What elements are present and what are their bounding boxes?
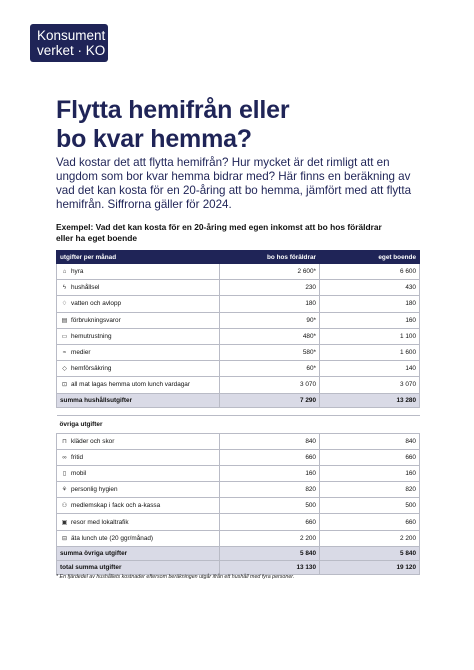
cart-icon: ⊡ — [61, 382, 68, 389]
live-with-parents-value: 2 200 — [220, 530, 320, 546]
row-label: fritid — [71, 453, 84, 461]
other-expenses-heading-row — [57, 415, 420, 433]
intro-paragraph: Vad kostar det att flytta hemifrån? Hur mycket är det rimligt att en ungdom som bor kvar hemma bidrar med? Här finns en beräkning av vad det kan kosta för en 20-åring att bo hemma, jämfört med att flytta hemifrån. Siffrorna gäller för 2024. — [56, 156, 412, 211]
household-sum-row-label: summa hushållsutgifter — [57, 393, 220, 407]
row-label-cell — [57, 498, 220, 514]
row-label-cell — [57, 361, 220, 377]
bus-icon: ▣ — [61, 519, 68, 526]
row-label-cell — [57, 449, 220, 465]
row-label: hemutrustning — [71, 332, 112, 340]
phone-icon: ▯ — [62, 470, 67, 477]
live-with-parents-value: 60* — [220, 361, 320, 377]
household-sum-row — [57, 393, 420, 407]
row-label: vatten och avlopp — [71, 300, 122, 308]
logo-line-1: Konsument — [37, 28, 106, 43]
live-with-parents-value: 2 600* — [220, 264, 320, 280]
live-with-parents-value: 840 — [220, 433, 320, 449]
row-label-cell — [57, 328, 220, 344]
live-with-parents-value: 660 — [220, 514, 320, 530]
row-label-cell — [57, 482, 220, 498]
table-row — [57, 296, 420, 312]
total-row-own-home: 19 120 — [320, 560, 420, 574]
row-label: förbrukningsvaror — [71, 316, 121, 324]
table-row — [57, 465, 420, 481]
own-home-value: 840 — [320, 433, 420, 449]
own-home-value: 660 — [320, 514, 420, 530]
table-row — [57, 264, 420, 280]
row-label-cell — [57, 280, 220, 296]
live-with-parents-value: 180 — [220, 296, 320, 312]
page-title — [56, 96, 289, 154]
table-row — [57, 530, 420, 546]
header-live-with-parents: bo hos föräldrar — [220, 251, 320, 264]
title-line-1: Flytta hemifrån eller — [56, 96, 290, 124]
total-row — [57, 560, 420, 574]
own-home-value: 500 — [320, 498, 420, 514]
own-home-value: 820 — [320, 482, 420, 498]
bike-icon: ∞ — [62, 454, 67, 461]
row-label-cell — [57, 264, 220, 280]
household-sum-row-own-home: 13 280 — [320, 393, 420, 407]
table-row — [57, 498, 420, 514]
total-row-label: total summa utgifter — [57, 560, 220, 574]
own-home-value: 2 200 — [320, 530, 420, 546]
row-label: hemförsäkring — [71, 365, 112, 373]
row-label-cell — [57, 433, 220, 449]
live-with-parents-value: 660 — [220, 449, 320, 465]
table-header-row — [57, 251, 420, 264]
live-with-parents-value: 160 — [220, 465, 320, 481]
row-label: personlig hygien — [71, 486, 118, 494]
row-label-cell — [57, 377, 220, 393]
title-line-2: bo kvar hemma? — [56, 125, 252, 153]
row-label: äta lunch ute (20 ggr/månad) — [71, 534, 154, 542]
logo-line-2: verket · KO — [37, 43, 106, 58]
konsumentverket-logo — [30, 24, 108, 62]
live-with-parents-value: 500 — [220, 498, 320, 514]
group-icon: ⚇ — [61, 503, 68, 510]
live-with-parents-value: 480* — [220, 328, 320, 344]
live-with-parents-value: 820 — [220, 482, 320, 498]
water-drop-icon: ♢ — [61, 301, 68, 308]
table-row — [57, 328, 420, 344]
live-with-parents-value: 230 — [220, 280, 320, 296]
other-sum-row-own-home: 5 840 — [320, 546, 420, 560]
row-label-cell — [57, 530, 220, 546]
table-row — [57, 433, 420, 449]
live-with-parents-value: 3 070 — [220, 377, 320, 393]
row-label: resor med lokaltrafik — [71, 518, 129, 526]
box-icon: ▤ — [61, 317, 68, 324]
other-expenses-heading: övriga utgifter — [57, 415, 420, 433]
row-label: mobil — [71, 469, 87, 477]
own-home-value: 3 070 — [320, 377, 420, 393]
row-label-cell — [57, 312, 220, 328]
row-label-cell — [57, 344, 220, 360]
other-sum-row-label: summa övriga utgifter — [57, 546, 220, 560]
table-row — [57, 361, 420, 377]
expense-table — [56, 250, 420, 575]
table-row — [57, 344, 420, 360]
table-row — [57, 377, 420, 393]
section-spacer-cell — [57, 407, 420, 415]
own-home-value: 660 — [320, 449, 420, 465]
footnote: * En fjärdedel av hushållets kostnader eftersom beräkningen utgår ifrån ett hushåll med fyra personer. — [56, 574, 295, 580]
home-icon: ⌂ — [62, 269, 67, 276]
row-label-cell — [57, 296, 220, 312]
row-label: all mat lagas hemma utom lunch vardagar — [71, 381, 190, 389]
wifi-icon: ≈ — [62, 350, 67, 357]
live-with-parents-value: 90* — [220, 312, 320, 328]
own-home-value: 430 — [320, 280, 420, 296]
shirt-icon: ⊓ — [62, 438, 67, 445]
section-spacer — [57, 407, 420, 415]
own-home-value: 160 — [320, 465, 420, 481]
own-home-value: 140 — [320, 361, 420, 377]
row-label-cell — [57, 514, 220, 530]
own-home-value: 180 — [320, 296, 420, 312]
header-own-home: eget boende — [320, 251, 420, 264]
live-with-parents-value: 580* — [220, 344, 320, 360]
shield-icon: ◇ — [62, 366, 67, 373]
table-row — [57, 312, 420, 328]
row-label: hyra — [71, 268, 84, 276]
row-label: kläder och skor — [71, 437, 115, 445]
table-row — [57, 482, 420, 498]
own-home-value: 6 600 — [320, 264, 420, 280]
table-caption: Exempel: Vad det kan kosta för en 20-åring med egen inkomst att bo hos föräldrar eller ha eget boende — [56, 222, 382, 243]
table-row — [57, 514, 420, 530]
table-row — [57, 449, 420, 465]
own-home-value: 1 600 — [320, 344, 420, 360]
own-home-value: 160 — [320, 312, 420, 328]
own-home-value: 1 100 — [320, 328, 420, 344]
hygiene-icon: ⚘ — [61, 487, 68, 494]
other-sum-row-live-with-parents: 5 840 — [220, 546, 320, 560]
row-label: medier — [71, 349, 91, 357]
household-sum-row-live-with-parents: 7 290 — [220, 393, 320, 407]
sofa-icon: ▭ — [61, 333, 68, 340]
row-label: hushållsel — [71, 284, 100, 292]
header-expenses: utgifter per månad — [57, 251, 220, 264]
table-row — [57, 280, 420, 296]
row-label-cell — [57, 465, 220, 481]
bolt-icon: ϟ — [62, 285, 67, 292]
row-label: medlemskap i fack och a-kassa — [71, 502, 161, 510]
lunchbox-icon: ⊟ — [61, 535, 68, 542]
other-sum-row — [57, 546, 420, 560]
total-row-live-with-parents: 13 130 — [220, 560, 320, 574]
